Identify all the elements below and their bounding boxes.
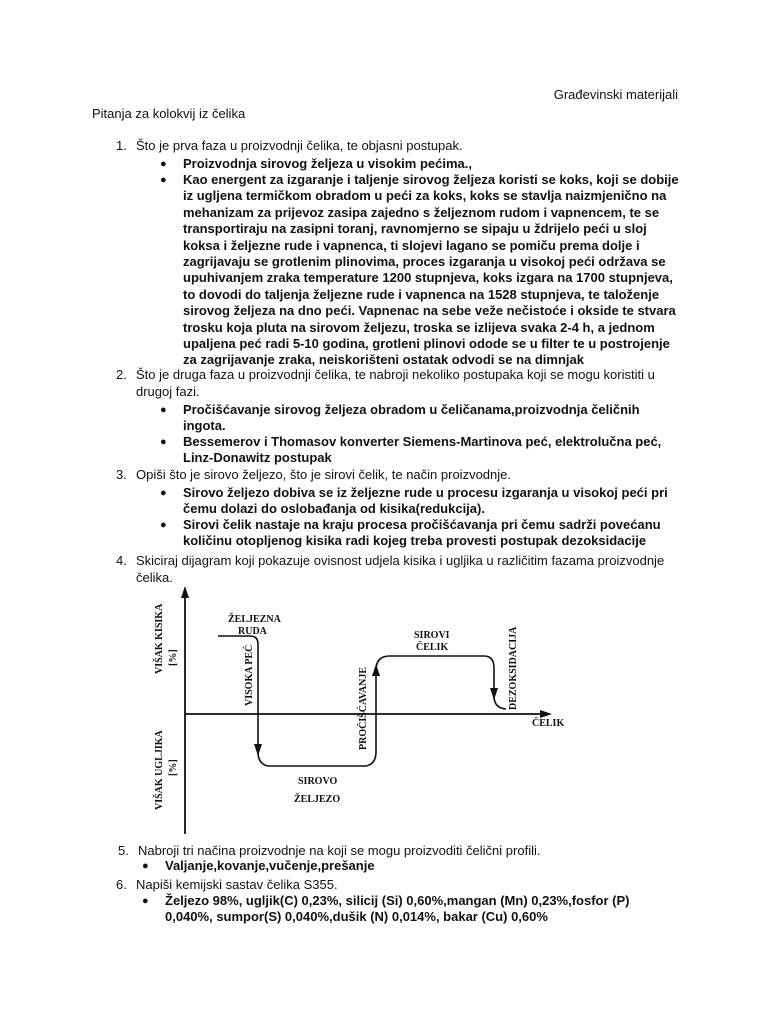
oxygen-carbon-diagram [140, 584, 565, 844]
question-text: Skiciraj dijagram koji pokazuje ovisnost udjela kisika i ugljika u različitim fazama proizvodnje čelika. [136, 553, 665, 585]
label-ore-line1: ŽELJEZNA [228, 614, 281, 625]
bullet-text: Pročišćavanje sirovog željeza obradom u čeličanama,proizvodnja čeličnih ingota. [183, 402, 640, 434]
question-text: Napiši kemijski sastav čelika S355. [136, 877, 338, 892]
bullet-text: Sirovi čelik nastaje na kraju procesa pročišćavanja pri čemu sadrži povećanu količinu otopljenog kisika radi kojeg treba provesti postupak dezoksidacije [183, 517, 661, 549]
question-number: 4. [116, 553, 127, 568]
bullet-icon: ● [142, 860, 149, 872]
refining-arrow [372, 664, 380, 676]
bullet-text: Željezo 98%, ugljik(C) 0,23%, silicij (Si) 0,60%,mangan (Mn) 0,23%,fosfor (P) 0,040%, sumpor(S) 0,040%,dušik (N) 0,014%, bakar (Cu) 0,60% [165, 893, 630, 925]
label-deoxidation: DEZOKSIDACIJA [508, 626, 519, 710]
question-number: 5. [118, 843, 129, 858]
label-blast-furnace: VISOKA PEĆ [244, 644, 255, 706]
question-number: 1. [116, 138, 127, 153]
bullet-icon: ● [160, 436, 167, 448]
question-text: Opiši što je sirovo željezo, što je sirovi čelik, te način proizvodnje. [136, 467, 511, 482]
question-text: Što je druga faza u proizvodnji čelika, te nabroji nekoliko postupaka koji se mogu koristiti u drugoj fazi. [136, 367, 655, 399]
bullet-text: Kao energent za izgaranje i taljenje sirovog željeza koristi se koks, koji se dobije iz ugljena termičkom obradom u peći za koks, koks se stavlja naizmjenično na mehanizam za prijevoz zasipa zajedno s željeznom rudom i vapnencem, te se transportiraju na zasipni toranj, ravnomjerno se sipaju u ždrijelo peći u sloj koksa i željezne rude i vapnenca, ti slojevi lagano se pomiču prema dolje i zagrijavaju se grotlenim plinovima, proces izgaranja u visokoj peći održava se upuhivanjem zraka temperature 1200 stupnjeva, koks izgara na 1700 stupnjeva, to dovodi do taljenja željezne rude i vapnenca na 1528 stupnjeva, te taloženje sirovog željeza na dno peći. Vapnenac na sebe veže nečistoće i okside te stvara trosku koja pluta na sirovom željezu, troska se izlijeva svaka 2-4 h, a jednom upaljena peć radi 5-10 godina, grotleni plinovi odode se u filter te u postrojenje za zagrijavanje zraka, neiskorišteni ostatak odvodi se na dimnjak [183, 172, 679, 368]
deox-arrow [490, 688, 498, 700]
bullet-icon: ● [160, 519, 167, 531]
furnace-arrow [254, 744, 262, 756]
question-number: 3. [116, 467, 127, 482]
label-pig-iron-line1: SIROVO [298, 776, 338, 787]
document-title: Pitanja za kolokvij iz čelika [92, 106, 246, 121]
label-raw-steel-line1: SIROVI [414, 630, 450, 641]
bullet-icon: ● [160, 487, 167, 499]
y-upper-label: VIŠAK KISIKA [154, 603, 165, 674]
y-lower-label: VIŠAK UGLJIKA [154, 730, 165, 810]
y-lower-unit: [%] [168, 759, 179, 776]
bullet-icon: ● [160, 158, 167, 170]
label-ore-line2: RUDA [238, 626, 267, 637]
label-refining: PROČIŠĆAVANJE [358, 667, 369, 750]
y-axis-arrow [181, 586, 189, 598]
bullet-icon: ● [160, 404, 167, 416]
bullet-icon: ● [142, 895, 149, 907]
bullet-text: Proizvodnja sirovog željeza u visokim pećima., [183, 156, 472, 171]
bullet-text: Sirovo željezo dobiva se iz željezne rude u procesu izgaranja u visokoj peći pri čemu dolazi do oslobađanja od kisika(redukcija). [183, 485, 668, 517]
bullet-icon: ● [160, 174, 167, 186]
y-upper-unit: [%] [168, 649, 179, 666]
bullet-text: Bessemerov i Thomasov konverter Siemens-Martinova peć, elektrolučna peć, Linz-Donawitz postupak [183, 434, 662, 466]
label-pig-iron-line2: ŽELJEZO [294, 794, 341, 805]
course-name: Građevinski materijali [553, 87, 678, 102]
question-text: Nabroji tri načina proizvodnje na koji se mogu proizvoditi čelični profili. [138, 843, 541, 858]
question-text: Što je prva faza u proizvodnji čelika, te objasni postupak. [136, 138, 463, 153]
bullet-text: Valjanje,kovanje,vučenje,prešanje [165, 858, 375, 873]
question-number: 6. [116, 877, 127, 892]
question-number: 2. [116, 367, 127, 382]
x-axis-arrow [540, 710, 552, 718]
x-axis-label: ČELIK [532, 718, 565, 729]
label-raw-steel-line2: ČELIK [416, 642, 449, 653]
